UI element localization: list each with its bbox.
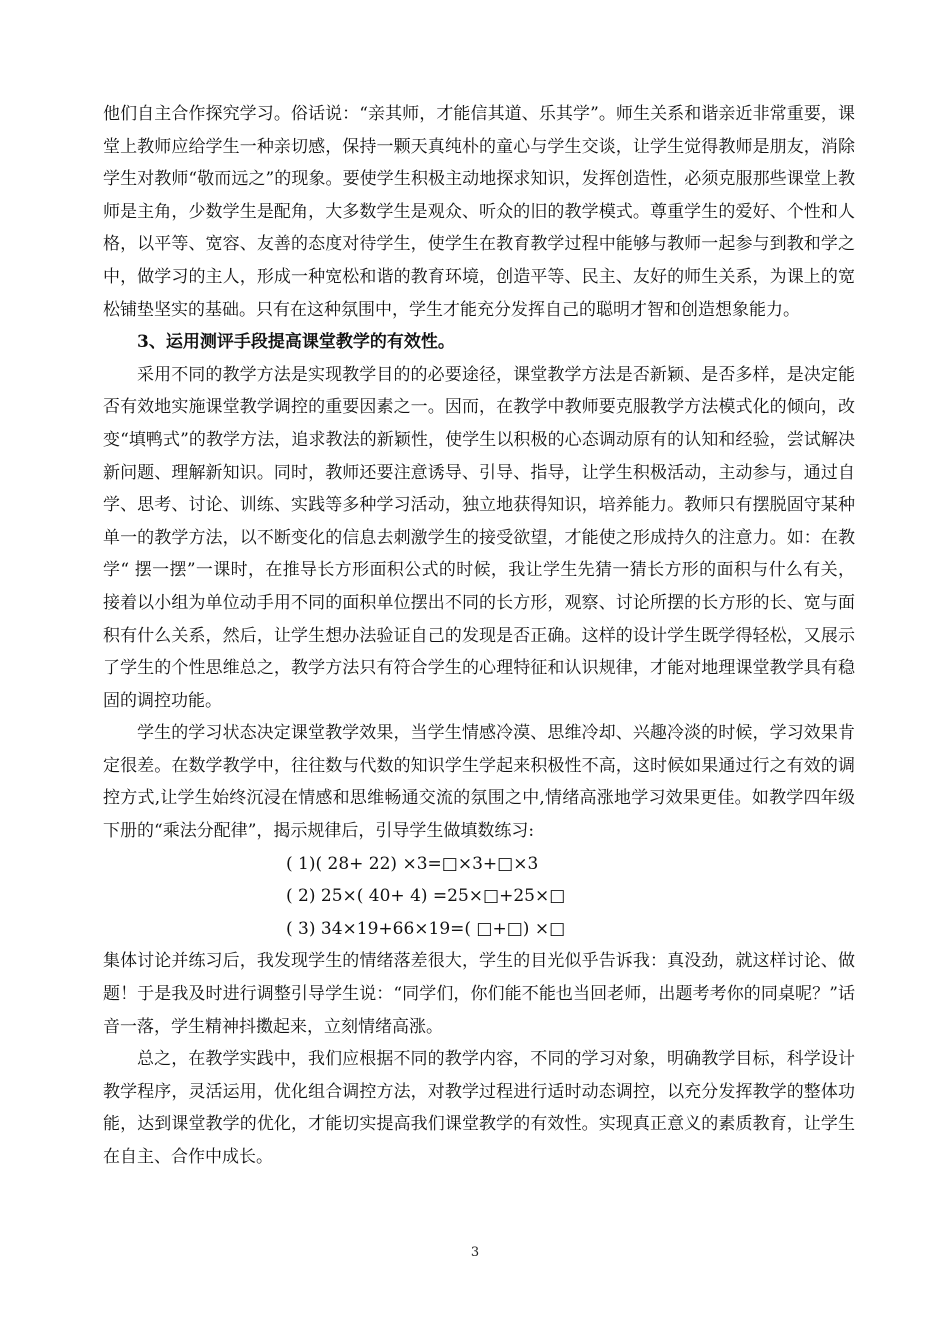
paragraph-teacher-student-relationship: 他们自主合作探究学习。俗话说：“亲其师，才能信其道、乐其学”。师生关系和谐亲近非常重要，课堂上教师应给学生一种亲切感，保持一颗天真纯朴的童心与学生交谈，让学生觉得教师是朋友，消除学生对教师“敬而远之”的现象。要使学生积极主动地探求知识，发挥创造性，必须克服那些课堂上教师是主角，少数学生是配角，大多数学生是观众、听众的旧的教学模式。尊重学生的爱好、个性和人格，以平等、宽容、友善的态度对待学生，使学生在教育教学过程中能够与教师一起参与到教和学之中，做学习的主人，形成一种宽松和谐的教育环境，创造平等、民主、友好的师生关系，为课上的宽松铺垫坚实的基础。只有在这种氛围中，学生才能充分发挥自己的聪明才智和创造想象能力。: [103, 104, 855, 320]
paragraph-learning-state: 学生的学习状态决定课堂教学效果，当学生情感冷漠、思维冷却、兴趣冷淡的时候，学习效果肯定很差。在数学教学中，往往数与代数的知识学生学起来积极性不高，这时候如果通过行之有效的调控方式,让学生始终沉浸在情感和思维畅通交流的氛围之中,情绪高涨地学习效果更佳。如教学四年级下册的“乘法分配律”，揭示规律后，引导学生做填数练习:: [103, 723, 855, 842]
exercise-equation-1: ( 1)( 28+ 22) ×3=□×3+□×3: [286, 853, 539, 874]
exercise-equation-3: ( 3) 34×19+66×19=( □+□) ×□: [286, 918, 566, 939]
exercise-equation-2: ( 2) 25×( 40+ 4) =25×□+25×□: [286, 886, 566, 907]
page-number: 3: [470, 1245, 480, 1260]
paragraph-conclusion: 总之，在教学实践中，我们应根据不同的教学内容，不同的学习对象，明确教学目标，科学设计教学程序，灵活运用，优化组合调控方法，对教学过程进行适时动态调控，以充分发挥教学的整体功能，达到课堂教学的优化，才能切实提高我们课堂教学的有效性。实现真正意义的素质教育，让学生在自主、合作中成长。: [103, 1049, 855, 1167]
section-heading-3: 3、运用测评手段提高课堂教学的有效性。: [137, 332, 455, 353]
paragraph-discussion: 集体讨论并练习后，我发现学生的情绪落差很大，学生的目光似乎告诉我：真没劲，就这样讨论、做题！于是我及时进行调整引导学生说：“同学们，你们能不能也当回老师，出题考考你的同桌呢？”话音一落，学生精神抖擞起来，立刻情绪高涨。: [103, 951, 855, 1037]
paragraph-teaching-methods: 采用不同的教学方法是实现教学目的的必要途径，课堂教学方法是否新颖、是否多样，是决定能否有效地实施课堂教学调控的重要因素之一。因而，在教学中教师要克服教学方法模式化的倾向，改变“填鸭式”的教学方法，追求教法的新颖性，使学生以积极的心态调动原有的认知和经验，尝试解决新问题、理解新知识。同时，教师还要注意诱导、引导、指导，让学生积极活动，主动参与，通过自学、思考、讨论、训练、实践等多种学习活动，独立地获得知识，培养能力。教师只有摆脱固守某种单一的教学方法，以不断变化的信息去刺激学生的接受欲望，才能使之形成持久的注意力。如：在教学“ 摆一摆”一课时，在推导长方形面积公式的时候，我让学生先猜一猜长方形的面积与什么有关，接着以小组为单位动手用不同的面积单位摆出不同的长方形，观察、讨论所摆的长方形的长、宽与面积有什么关系，然后，让学生想办法验证自己的发现是否正确。这样的设计学生既学得轻松，又展示了学生的个性思维总之，教学方法只有符合学生的心理特征和认识规律，才能对地理课堂教学具有稳固的调控功能。: [103, 364, 855, 711]
document-body: [103, 98, 855, 1174]
